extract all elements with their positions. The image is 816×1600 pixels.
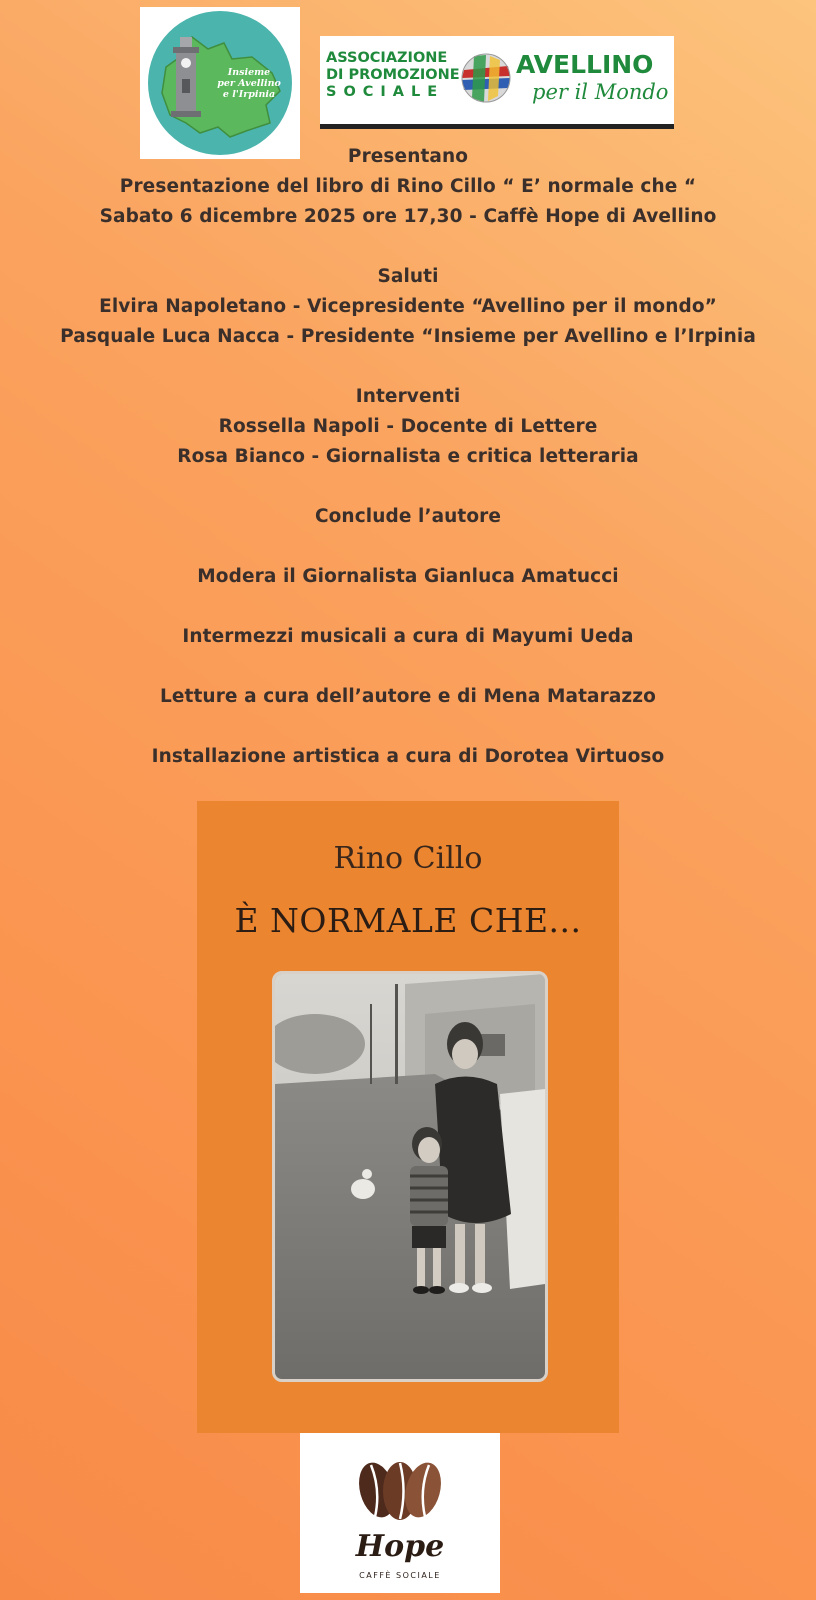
vintage-photo-icon (275, 974, 545, 1379)
letture-line: Letture a cura dell’autore e di Mena Matarazzo (160, 686, 656, 707)
assoc-line3: SOCIALE (326, 84, 445, 100)
coffee-beans-icon (355, 1457, 445, 1523)
modera-line: Modera il Giornalista Gianluca Amatucci (197, 566, 619, 587)
saluti-heading: Saluti (377, 266, 439, 287)
logo-avellino-per-il-mondo (320, 36, 674, 129)
book-presentation-line: Presentazione del libro di Rino Cillo “ E’ normale che “ (119, 176, 697, 197)
event-date-line: Sabato 6 dicembre 2025 ore 17,30 - Caffè Hope di Avellino (99, 206, 717, 227)
avellino-brand: AVELLINO (516, 50, 654, 79)
saluti-item: Pasquale Luca Nacca - Presidente “Insieme per Avellino e l’Irpinia (60, 326, 756, 347)
conclude-line: Conclude l’autore (314, 506, 502, 527)
saluti-item: Elvira Napoletano - Vicepresidente “Avellino per il mondo” (99, 296, 717, 317)
assoc-line1: ASSOCIAZIONE (326, 50, 448, 66)
interventi-item: Rossella Napoli - Docente di Lettere (218, 416, 598, 437)
insieme-logo-line2: per Avellino (217, 78, 281, 89)
intermezzi-line: Intermezzi musicali a cura di Mayumi Ueda (182, 626, 634, 647)
event-program (0, 142, 816, 772)
hope-subtitle: CAFFÈ SOCIALE (359, 1571, 441, 1580)
interventi-heading: Interventi (355, 386, 461, 407)
globe-flags-icon (460, 52, 512, 104)
interventi-item: Rosa Bianco - Giornalista e critica letteraria (177, 446, 639, 467)
installazione-line: Installazione artistica a cura di Dorotea Virtuoso (151, 746, 665, 767)
insieme-logo-line3: e l'Irpinia (222, 89, 276, 100)
book-author: Rino Cillo (333, 841, 483, 876)
hope-name: Hope (355, 1529, 445, 1564)
presentano-heading: Presentano (347, 146, 469, 167)
assoc-line2: DI PROMOZIONE (326, 67, 460, 83)
cover-photo (272, 971, 548, 1382)
book-title: È NORMALE CHE... (234, 901, 582, 940)
logo-underline (320, 124, 674, 129)
insieme-logo-line1: Insieme (227, 67, 271, 78)
logo-hope-caffe (300, 1433, 500, 1593)
book-cover (197, 801, 619, 1433)
logo-insieme-per-avellino (140, 7, 300, 159)
per-il-mondo-tagline: per il Mondo (532, 80, 669, 104)
